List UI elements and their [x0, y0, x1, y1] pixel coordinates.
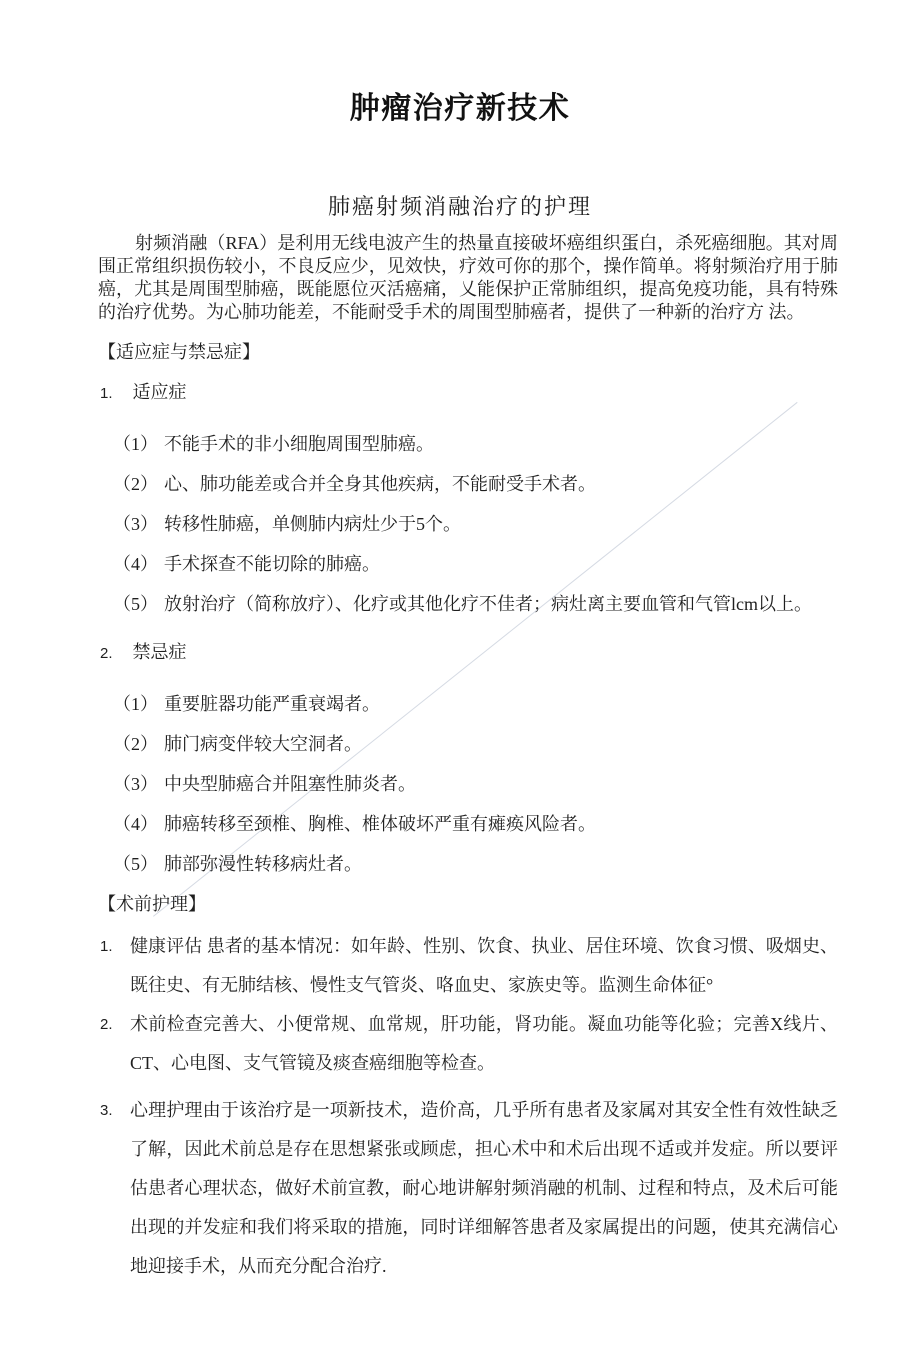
item-marker: （5）	[113, 594, 158, 614]
heading-indications-contraindications: 【适应症与禁忌症】	[98, 342, 260, 362]
subsection-number: 1.	[100, 385, 113, 402]
item-text: 放射治疗（简称放疗）、化疗或其他化疗不佳者；病灶离主要血管和气管lcm以上。	[164, 594, 812, 614]
item-marker: （5）	[113, 854, 158, 874]
item-marker: （4）	[113, 554, 158, 574]
intro-paragraph: 射频消融（RFA）是利用无线电波产生的热量直接破坏癌组织蛋白，杀死癌细胞。其对周围正常组织损伤较小，不良反应少，见效快，疗效可你的那个，操作简单。将射频治疗用于肺癌，尤其是周围型肺癌，既能愿位灭活癌痛，乂能保护正常肺组织，提高免疫功能，具有特殊的治疗优势。为心肺功能差，不能耐受手术的周围型肺癌者，提供了一种新的治疗方 法。	[98, 233, 838, 322]
numbered-item	[100, 1091, 838, 1286]
item-text: 术前检查完善大、小便常规、血常规，肝功能，肾功能。凝血功能等化验；完善X线片、CT、心电图、支气管镜及痰查癌细胞等检查。	[130, 1014, 838, 1073]
numbered-item	[100, 1005, 838, 1083]
list-item	[113, 593, 838, 615]
item-marker: （3）	[113, 774, 158, 794]
list-item	[113, 773, 838, 795]
item-text: 肺癌转移至颈椎、胸椎、椎体破坏严重有瘫痪风险者。	[164, 814, 596, 834]
item-text: 中央型肺癌合并阻塞性肺炎者。	[164, 774, 416, 794]
subsection-number: 2.	[100, 645, 113, 662]
item-marker: （2）	[113, 474, 158, 494]
item-marker: （3）	[113, 514, 158, 534]
item-number: 1.	[100, 938, 113, 955]
document-title: 肿瘤治疗新技术	[349, 92, 571, 125]
list-item	[113, 553, 838, 575]
item-text: 不能手术的非小细胞周围型肺癌。	[164, 434, 434, 454]
list-item	[113, 733, 838, 755]
item-text: 转移性肺癌，单侧肺内病灶少于5个。	[164, 514, 461, 534]
item-text: 肺门病变伴较大空洞者。	[164, 734, 362, 754]
list-item	[113, 853, 838, 875]
item-number: 2.	[100, 1016, 113, 1033]
subsection-title: 禁忌症	[132, 642, 187, 662]
item-marker: （2）	[113, 734, 158, 754]
list-item	[113, 813, 838, 835]
heading-preoperative-care: 【术前护理】	[98, 894, 206, 914]
list-item	[113, 693, 838, 715]
item-text: 重要脏器功能严重衰竭者。	[164, 694, 380, 714]
item-text: 肺部弥漫性转移病灶者。	[164, 854, 362, 874]
list-item	[113, 433, 838, 455]
item-text: 心理护理由于该治疗是一项新技术，造价高，几乎所有患者及家属对其安全性有效性缺乏了解，因此术前总是存在思想紧张或顾虑，担心术中和术后出现不适或并发症。所以要评估患者心理状态，做好术前宣教，耐心地讲解射频消融的机制、过程和特点，及术后可能出现的并发症和我们将采取的措施，同时详细解答患者及家属提出的问题，使其充满信心地迎接手术，从而充分配合治疗.	[130, 1100, 838, 1276]
numbered-item	[100, 927, 838, 1005]
section-subtitle: 肺癌射频消融治疗的护理	[327, 194, 592, 219]
item-text: 健康评估 患者的基本情况：如年龄、性别、饮食、执业、居住环境、饮食习惯、吸烟史、既往史、有无肺结核、慢性支气管炎、咯血史、家族史等。监测生命体征°	[130, 936, 838, 995]
item-number: 3.	[100, 1102, 113, 1119]
subsection-title: 适应症	[132, 382, 187, 402]
item-marker: （4）	[113, 814, 158, 834]
item-marker: （1）	[113, 694, 158, 714]
item-text: 心、肺功能差或合并全身其他疾病，不能耐受手术者。	[164, 474, 596, 494]
subsection-indications	[100, 381, 838, 405]
subsection-contraindications	[100, 641, 838, 665]
list-item	[113, 513, 838, 535]
item-text: 手术探查不能切除的肺癌。	[164, 554, 380, 574]
list-item	[113, 473, 838, 495]
item-marker: （1）	[113, 434, 158, 454]
